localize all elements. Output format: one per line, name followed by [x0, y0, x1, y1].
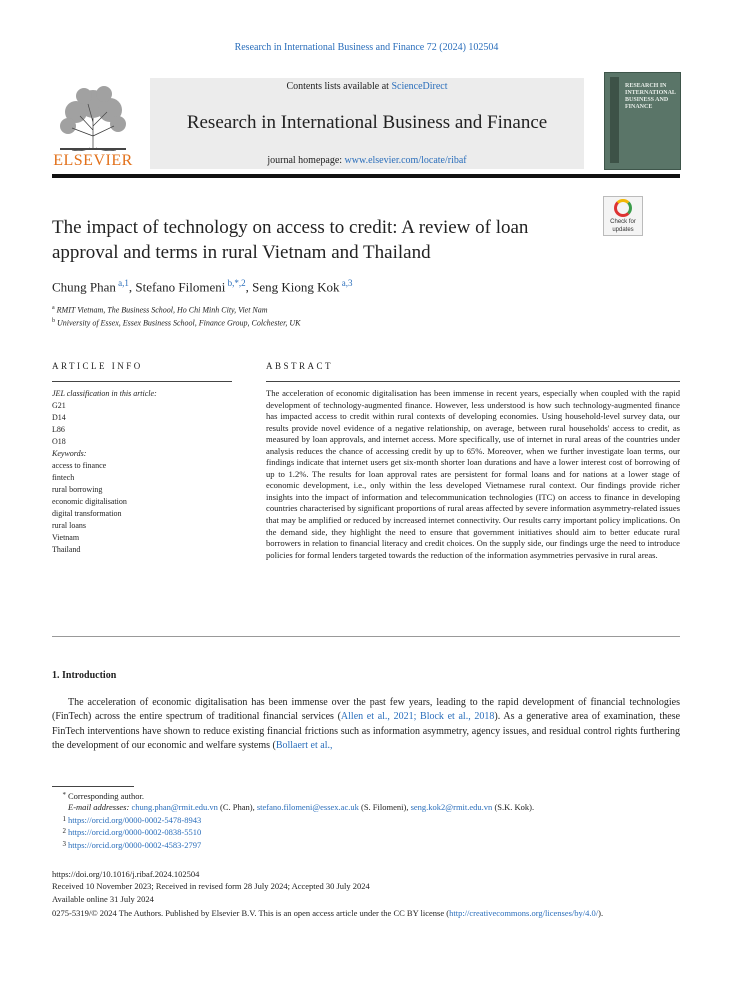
- article-info-heading: ARTICLE INFO: [52, 361, 143, 371]
- article-title: The impact of technology on access to credit: A review of loan approval and terms in rural Vietnam and Thailand: [52, 217, 529, 263]
- keyword: Vietnam: [52, 533, 80, 542]
- keyword: Thailand: [52, 545, 81, 554]
- email-link[interactable]: chung.phan@rmit.edu.vn: [131, 802, 218, 812]
- affiliation: $^a$ RMIT Vietnam, The Business School, Ho Chi Minh City, Viet Nam: [52, 305, 268, 315]
- article-info-rule: [52, 381, 232, 382]
- orcid-link[interactable]: https://orcid.org/0000-0002-5478-8943: [68, 815, 202, 825]
- abstract-end-rule: [52, 636, 680, 637]
- email-addresses: E-mail addresses: chung.phan@rmit.edu.vn (C. Phan), stefano.filomeni@essex.ac.uk (S. Filomeni), seng.kok2@rmit.edu.vn (S.K. Kok).: [68, 802, 535, 812]
- publisher-wordmark: ELSEVIER: [53, 152, 133, 169]
- orcid-link[interactable]: https://orcid.org/0000-0002-0838-5510: [68, 827, 202, 837]
- author-affiliation-marks[interactable]: a,3: [341, 278, 353, 288]
- license-statement: 0275-5319/© 2024 The Authors. Published by Elsevier B.V. This is an open access article under the CC BY license (http://creativecommons.org/licenses/by/4.0/).: [52, 908, 604, 918]
- journal-homepage: journal homepage: www.elsevier.com/locate/ribaf: [267, 155, 467, 166]
- section-heading-introduction: 1. Introduction: [52, 670, 117, 681]
- journal-cover-image: RESEARCH IN INTERNATIONAL BUSINESS AND FINANCE: [604, 72, 681, 170]
- doi-link[interactable]: https://doi.org/10.1016/j.ribaf.2024.102504: [52, 869, 200, 879]
- keyword: rural loans: [52, 521, 86, 530]
- email-link[interactable]: stefano.filomeni@essex.ac.uk: [256, 802, 359, 812]
- keyword: rural borrowing: [52, 485, 103, 494]
- jel-code: L86: [52, 425, 65, 434]
- article-info-block: [52, 388, 232, 556]
- license-link[interactable]: http://creativecommons.org/licenses/by/4.0/: [449, 908, 599, 918]
- email-link[interactable]: seng.kok2@rmit.edu.vn: [410, 802, 493, 812]
- jel-code: G21: [52, 401, 66, 410]
- citation-link[interactable]: Bollaert et al.,: [275, 740, 333, 752]
- corresponding-author-note: * Corresponding author.: [62, 791, 145, 801]
- keyword: fintech: [52, 473, 75, 482]
- orcid-footnote: 2 https://orcid.org/0000-0002-0838-5510: [62, 827, 202, 837]
- introduction-paragraph: The acceleration of economic digitalisation has been immense over the past few years, leading to the rapid development of financial technologies (FinTech) across the entire spectrum of traditional financial services (Allen et al., 2021; Block et al., 2018). As a generative area of examination, these FinTech interventions have shown to reduce existing financial frictions such as information asymmetry, agency issues, and residual control rights furthering the development of our economic and welfare systems (Bollaert et al.,: [52, 697, 681, 752]
- author-name[interactable]: Seng Kiong Kok: [252, 279, 340, 295]
- author-affiliation-marks[interactable]: b,*,2: [227, 278, 246, 288]
- footnote-rule: [52, 786, 134, 787]
- journal-title: Research in International Business and Finance: [186, 112, 548, 133]
- homepage-link[interactable]: www.elsevier.com/locate/ribaf: [344, 155, 467, 166]
- journal-reference[interactable]: Research in International Business and Finance 72 (2024) 102504: [234, 42, 499, 53]
- author-name[interactable]: Stefano Filomeni: [135, 279, 226, 295]
- contents-line: Contents lists available at ScienceDirect: [286, 81, 448, 92]
- keyword: digital transformation: [52, 509, 122, 518]
- orcid-link[interactable]: https://orcid.org/0000-0002-4583-2797: [68, 840, 202, 850]
- keyword: economic digitalisation: [52, 497, 127, 506]
- citation-link[interactable]: Allen et al., 2021; Block et al., 2018: [340, 711, 495, 723]
- abstract-rule: [266, 381, 680, 382]
- author-affiliation-marks[interactable]: a,1: [118, 278, 129, 288]
- received-dates: Received 10 November 2023; Received in revised form 28 July 2024; Accepted 30 July 2024: [52, 881, 370, 891]
- header-rule: [52, 174, 680, 178]
- crossmark-icon: [614, 199, 632, 217]
- affiliation: $^b$ University of Essex, Essex Business School, Finance Group, Colchester, UK: [52, 318, 301, 328]
- jel-code: D14: [52, 413, 66, 422]
- keywords-label: Keywords:: [52, 449, 87, 458]
- available-online-date: Available online 31 July 2024: [52, 894, 154, 904]
- abstract-heading: ABSTRACT: [266, 361, 334, 371]
- jel-code: O18: [52, 437, 66, 446]
- author-list: Chung Phan $^{a,1}$, Stefano Filomeni $^{b,*,2}$, Seng Kiong Kok $^{a,3}$: [52, 278, 353, 295]
- sciencedirect-link[interactable]: ScienceDirect: [391, 81, 448, 92]
- author-name[interactable]: Chung Phan: [52, 279, 116, 295]
- check-for-updates-button[interactable]: Check for updates: [603, 196, 643, 236]
- jel-label: JEL classification in this article:: [52, 389, 157, 398]
- orcid-footnote: 3 https://orcid.org/0000-0002-4583-2797: [62, 840, 202, 850]
- keyword: access to finance: [52, 461, 107, 470]
- abstract-text: The acceleration of economic digitalisation has been immense in recent years, especially when coupled with the rapid development of technology-augmented finance. However, less understood is how such technology-augmented finance has impacted access to credit within rural contexts of developing economies. Using household-level survey data, our results provide novel evidence of a negative relationship, on average, between rural households' access to credit, as measured by loan approvals, and internet access. More specifically, use of internet in rural areas of the countries under analysis reduces the chance of accessing credit by up to 65%. Moreover, when we further investigate loan terms, our findings indicate that internet users get six-month shorter loan durations and have a lower interest cost of borrowing of up to 1.2%. The results for loan approval rates are persistent for formal loans and for nations at a lower stage of economic development, i.e., only within the less developed Vietnamese rural context. Our findings provide richer insights into the impact of information and telecommunication technologies (ITC) on access to finance in developing countries characterised by significant proportions of rural areas affected by severe information asymmetry-related issues that may be amplified or reduced by increased internet connectivity. Our results carry important policy implications. On the demand side, they highlight the need to ensure that government initiatives should aim to better educate rural borrowers in relation to financial literacy and credit choices. On the supply side, our findings urge the need to introduce policies for formal lenders targeted towards the reduction of the information asymmetries pervasive in rural areas.: [266, 388, 680, 560]
- orcid-footnote: 1 https://orcid.org/0000-0002-5478-8943: [62, 815, 202, 825]
